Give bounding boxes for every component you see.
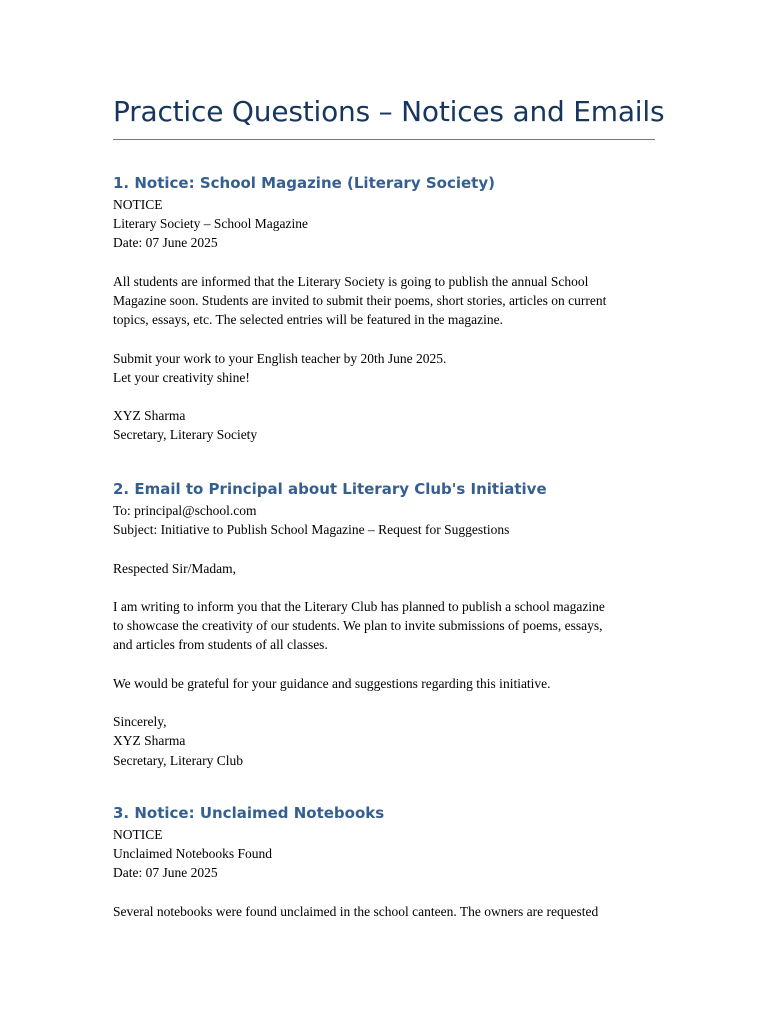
blank-line: [113, 693, 673, 712]
body-text-line: Submit your work to your English teacher by 20th June 2025.: [113, 350, 447, 366]
blank-line: [113, 655, 673, 674]
section-body: [113, 501, 673, 770]
email-subject-line: Subject: Initiative to Publish School Magazine – Request for Suggestions: [113, 522, 510, 538]
body-text-line: and articles from students of all classes.: [113, 637, 328, 653]
section-heading: 2. Email to Principal about Literary Club's Initiative: [113, 480, 547, 498]
email-closing: Sincerely,: [113, 714, 167, 730]
body-text-line: I am writing to inform you that the Literary Club has planned to publish a school magazine: [113, 598, 605, 614]
section-heading: 3. Notice: Unclaimed Notebooks: [113, 804, 385, 822]
signatory-designation: Secretary, Literary Society: [113, 427, 258, 443]
notice-title: Unclaimed Notebooks Found: [113, 846, 272, 862]
body-text-line: All students are informed that the Literary Society is going to publish the annual School: [113, 273, 589, 289]
body-text-line: to showcase the creativity of our students. We plan to invite submissions of poems, essays,: [113, 618, 603, 634]
section-unclaimed-notebooks-notice: [113, 802, 673, 921]
notice-date: Date: 07 June 2025: [113, 235, 218, 251]
blank-line: [113, 539, 673, 558]
body-text-line: We would be grateful for your guidance and suggestions regarding this initiative.: [113, 675, 551, 691]
blank-line: [113, 883, 673, 902]
email-salutation: Respected Sir/Madam,: [113, 560, 236, 576]
notice-label: NOTICE: [113, 197, 163, 212]
body-text-line: Let your creativity shine!: [113, 369, 250, 385]
blank-line: [113, 253, 673, 272]
notice-date: Date: 07 June 2025: [113, 865, 218, 881]
body-text-line: Several notebooks were found unclaimed in the school canteen. The owners are requested: [113, 903, 599, 919]
blank-line: [113, 578, 673, 597]
email-to-line: To: principal@school.com: [113, 503, 257, 518]
blank-line: [113, 387, 673, 406]
section-heading: 1. Notice: School Magazine (Literary Society): [113, 174, 495, 192]
section-body: [113, 195, 673, 445]
section-email-to-principal: [113, 478, 673, 770]
notice-issuer: Literary Society – School Magazine: [113, 216, 308, 232]
title-underline: [113, 139, 655, 140]
section-body: [113, 825, 673, 921]
signatory-name: XYZ Sharma: [113, 733, 186, 749]
notice-label: NOTICE: [113, 827, 163, 842]
signatory-name: XYZ Sharma: [113, 408, 186, 424]
body-text-line: Magazine soon. Students are invited to submit their poems, short stories, articles on current: [113, 293, 607, 308]
blank-line: [113, 329, 673, 348]
section-school-magazine-notice: [113, 172, 673, 445]
document-title: Practice Questions – Notices and Emails: [113, 95, 665, 128]
signatory-designation: Secretary, Literary Club: [113, 752, 243, 768]
body-text-line: topics, essays, etc. The selected entries will be featured in the magazine.: [113, 312, 503, 328]
